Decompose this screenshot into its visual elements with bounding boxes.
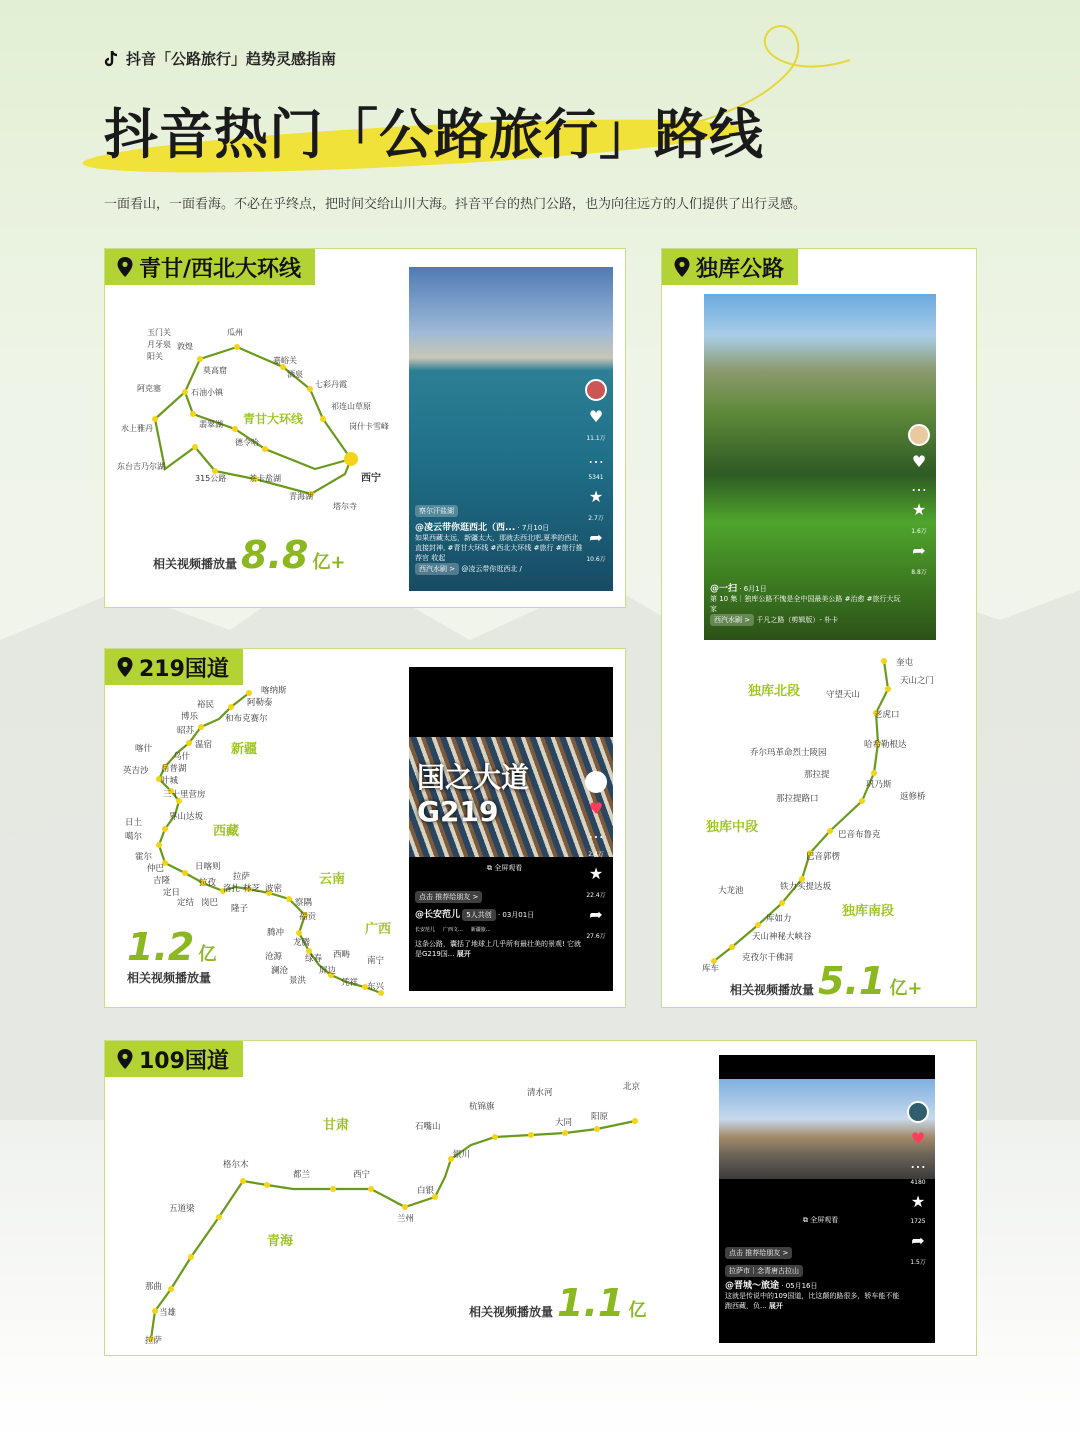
video-user[interactable]: @长安范儿 bbox=[415, 910, 461, 920]
map-label: 澜沧 bbox=[271, 966, 289, 976]
map-label: 巴音布鲁克 bbox=[838, 830, 881, 840]
map-label: 老虎口 bbox=[874, 710, 900, 720]
map-label: 酒泉 bbox=[287, 370, 303, 379]
map-label: 察隅 bbox=[295, 898, 313, 908]
map-label: 敦煌 bbox=[177, 342, 193, 351]
location-pin-icon bbox=[117, 257, 133, 277]
share-count: 27.6万 bbox=[586, 933, 606, 940]
map-label: 当雄 bbox=[159, 1308, 177, 1318]
share-count: 8.8万 bbox=[911, 569, 927, 576]
map-label: 沧源 bbox=[265, 952, 283, 962]
map-label: 守望天山 bbox=[826, 690, 861, 700]
map-label: 博乐 bbox=[181, 712, 199, 722]
map-label: 大龙池 bbox=[718, 886, 744, 896]
map-label: 月牙泉 bbox=[147, 340, 171, 349]
map-label: 白银 bbox=[417, 1186, 435, 1196]
video-user[interactable]: @凌云带你逛西北（西... bbox=[415, 523, 516, 533]
map-label: 银川 bbox=[453, 1150, 471, 1160]
road-photo bbox=[719, 1079, 935, 1179]
map-label: 五道梁 bbox=[169, 1204, 195, 1214]
video-desc: 第 10 集｜独库公路不愧是全中国最美公路 #治愈 #旅行大玩家 bbox=[710, 595, 901, 613]
map-label: 茶卡盐湖 bbox=[249, 474, 281, 483]
like-count: 11.1万 bbox=[586, 435, 606, 442]
video-side-actions bbox=[585, 379, 607, 563]
map-label: 瓜州 bbox=[227, 328, 243, 337]
map-label: 德令哈 bbox=[235, 438, 259, 447]
map-label: 绿春 bbox=[305, 954, 323, 964]
video-user[interactable]: @晋城～旅途 bbox=[725, 1281, 780, 1291]
heart-icon[interactable]: ♥ bbox=[910, 1129, 926, 1148]
map-region-label: 甘肃 bbox=[323, 1118, 350, 1133]
map-label: 都兰 bbox=[293, 1170, 311, 1180]
map-label: 日土 bbox=[125, 818, 143, 828]
route-map-qinggan bbox=[115, 319, 405, 519]
video-screenshot-g219[interactable] bbox=[409, 667, 613, 991]
map-label: 阳原 bbox=[591, 1112, 609, 1122]
fullscreen-label: 全屏观看 bbox=[494, 864, 523, 872]
map-region-label: 西藏 bbox=[213, 824, 240, 839]
map-label: 青海湖 bbox=[289, 492, 313, 501]
video-side-actions bbox=[585, 771, 607, 940]
comment-count: 5341 bbox=[588, 474, 604, 481]
stat-label: 相关视频播放量 bbox=[127, 971, 212, 985]
fullscreen-button[interactable]: ⧉ 全屏观看 bbox=[487, 864, 523, 872]
map-section-label: 独库南段 bbox=[842, 904, 895, 919]
map-label: 北京 bbox=[623, 1082, 641, 1092]
location-pin-icon bbox=[674, 257, 690, 277]
map-label: 阳关 bbox=[147, 352, 163, 361]
expand-link[interactable]: 展开 bbox=[456, 950, 471, 958]
video-screenshot-qinggan[interactable] bbox=[409, 267, 613, 591]
map-label: 西宁 bbox=[353, 1170, 371, 1180]
fav-count: 1725 bbox=[910, 1218, 926, 1225]
map-label: 岗巴 bbox=[201, 898, 219, 908]
map-label: 福贡 bbox=[299, 912, 317, 922]
map-label: 阿克塞 bbox=[137, 384, 161, 393]
stat-number: 5.1 bbox=[818, 959, 886, 1003]
map-label: 铁力买提达坂 bbox=[780, 882, 832, 892]
map-label: 界山达坂 bbox=[169, 812, 204, 822]
video-banner-text: 国之大道 G219 bbox=[417, 761, 530, 828]
video-desc: 这条公路，囊括了地球上几乎所有最壮美的景观! 它就是G219国... bbox=[415, 940, 582, 958]
star-icon[interactable]: ★ bbox=[911, 500, 927, 519]
comment-icon[interactable]: … bbox=[588, 823, 604, 842]
map-label: 西宁 bbox=[361, 473, 381, 484]
map-label: 裕民 bbox=[197, 700, 215, 710]
intro-text: 一面看山，一面看海。不必在乎终点，把时间交给山川大海。抖音平台的热门公路，也为向往远方的人们提供了出行灵感。 bbox=[104, 197, 807, 212]
map-label: 岳普湖 bbox=[161, 764, 187, 774]
video-side-actions bbox=[908, 424, 930, 576]
map-label: 天山之门 bbox=[900, 676, 935, 686]
map-region-label: 广西 bbox=[365, 922, 392, 937]
stat-unit: 亿+ bbox=[312, 552, 346, 573]
video-screenshot-g109[interactable] bbox=[719, 1055, 935, 1343]
fav-count: 22.4万 bbox=[586, 892, 606, 899]
map-label: 阿勒泰 bbox=[247, 698, 273, 708]
stat-number: 1.1 bbox=[557, 1281, 625, 1325]
card-g109 bbox=[104, 1040, 977, 1356]
card-qinggan bbox=[104, 248, 626, 608]
map-label: 霍尔 bbox=[135, 852, 153, 862]
map-label: 喀纳斯 bbox=[261, 686, 287, 696]
map-label: 格尔木 bbox=[223, 1160, 249, 1170]
fullscreen-label: 全屏观看 bbox=[810, 1216, 839, 1224]
map-label: 乌什 bbox=[173, 752, 191, 762]
map-label: 水上雅丹 bbox=[121, 424, 153, 433]
avatar[interactable] bbox=[907, 1101, 929, 1123]
location-pin-icon bbox=[117, 1049, 133, 1069]
map-label: 三十里营房 bbox=[163, 790, 206, 800]
fullscreen-button[interactable]: ⧉ 全屏观看 bbox=[803, 1216, 839, 1224]
share-icon[interactable]: ➦ bbox=[589, 905, 603, 924]
page-title: 抖音热门「公路旅行」路线 bbox=[104, 103, 764, 166]
map-label: 巩乃斯 bbox=[866, 780, 892, 790]
map-label: 叶城 bbox=[161, 776, 179, 786]
collab-chip[interactable]: 5人共创 bbox=[462, 909, 495, 921]
map-label: 波密 bbox=[265, 884, 283, 894]
share-icon[interactable]: ➦ bbox=[911, 1231, 925, 1250]
map-label: 拉萨 bbox=[233, 872, 251, 882]
video-screenshot-duku[interactable] bbox=[704, 294, 936, 640]
map-label: 嘉峪关 bbox=[273, 356, 297, 365]
video-side-actions bbox=[907, 1101, 929, 1266]
map-label: 南宁 bbox=[367, 956, 385, 966]
location-pin-icon bbox=[117, 657, 133, 677]
video-date: · 7月10日 bbox=[517, 524, 550, 532]
map-section-label: 独库北段 bbox=[748, 684, 801, 699]
comment-icon[interactable]: … bbox=[588, 448, 604, 467]
avatar[interactable] bbox=[585, 771, 607, 793]
heart-icon[interactable]: ♥ bbox=[911, 452, 927, 471]
map-label: 奎屯 bbox=[896, 658, 914, 668]
music-tag[interactable]: 西汽水刷 > bbox=[710, 614, 754, 626]
map-label: 玉门关 bbox=[147, 328, 171, 337]
douyin-logo-icon bbox=[104, 50, 120, 68]
map-label: 克孜尔千佛洞 bbox=[742, 953, 794, 963]
map-label: 清水河 bbox=[527, 1088, 553, 1098]
map-label: 石油小镇 bbox=[191, 388, 223, 397]
stat-qinggan bbox=[153, 533, 345, 577]
recommend-chip[interactable]: 点击 推荐给朋友 > bbox=[415, 891, 482, 903]
video-caption bbox=[415, 505, 583, 575]
map-label: 腾冲 bbox=[267, 928, 285, 938]
brand-text: 抖音「公路旅行」趋势灵感指南 bbox=[126, 50, 337, 68]
star-icon[interactable]: ★ bbox=[588, 487, 604, 506]
star-icon[interactable]: ★ bbox=[588, 864, 604, 883]
map-label: 祁连山草原 bbox=[331, 402, 371, 411]
comment-icon[interactable]: … bbox=[911, 476, 927, 495]
heart-icon[interactable]: ♥ bbox=[588, 407, 604, 426]
stat-g219 bbox=[127, 925, 216, 986]
card-title-text: 青甘/西北大环线 bbox=[139, 256, 302, 282]
video-desc: 如果西藏太远，新疆太大，那就去西北吧,夏季的西北直接封神, #青甘大环线 #西北大环线 #旅行 #旅行推荐官 收起 bbox=[415, 534, 583, 562]
comment-count: 4180 bbox=[910, 1179, 926, 1186]
map-label: 那拉提路口 bbox=[776, 794, 819, 804]
expand-link[interactable]: 展开 bbox=[768, 1302, 783, 1310]
map-label: 景洪 bbox=[289, 976, 307, 986]
map-label: 喀什 bbox=[135, 744, 153, 754]
map-label: 库车 bbox=[702, 964, 720, 974]
stat-label: 相关视频播放量 bbox=[730, 983, 815, 997]
creator-label[interactable]: 广西文... bbox=[443, 927, 463, 933]
map-label: 乔尔玛革命烈士陵园 bbox=[750, 748, 827, 758]
stat-number: 1.2 bbox=[127, 925, 195, 969]
video-date: · 6月1日 bbox=[739, 585, 767, 593]
map-label: 隆子 bbox=[231, 904, 249, 914]
stat-unit: 亿 bbox=[198, 944, 217, 965]
map-label: 莫高窟 bbox=[203, 366, 227, 375]
title-block bbox=[82, 92, 762, 182]
map-label: 定日 bbox=[163, 888, 181, 898]
map-route-name: 青甘大环线 bbox=[243, 412, 304, 426]
card-title-g219 bbox=[105, 649, 243, 685]
location-chip[interactable]: 察尔汗盐湖 bbox=[415, 505, 458, 517]
map-label: 西畴 bbox=[333, 950, 351, 960]
map-label: 东台吉乃尔湖 bbox=[117, 462, 165, 471]
share-count: 10.6万 bbox=[586, 556, 606, 563]
map-label: 屏边 bbox=[319, 966, 337, 976]
stat-unit: 亿 bbox=[628, 1300, 647, 1321]
video-caption bbox=[725, 1247, 905, 1311]
star-icon[interactable]: ★ bbox=[910, 1192, 926, 1211]
stat-label: 相关视频播放量 bbox=[469, 1305, 554, 1319]
stat-number: 8.8 bbox=[241, 533, 309, 577]
share-icon[interactable]: ➦ bbox=[589, 528, 603, 547]
share-count: 1.5万 bbox=[910, 1259, 926, 1266]
map-label: 和布克赛尔 bbox=[225, 714, 268, 724]
fav-count: 2.7万 bbox=[588, 515, 604, 522]
map-region-label: 新疆 bbox=[231, 742, 258, 757]
map-label: 塔尔寺 bbox=[333, 502, 357, 511]
video-user[interactable]: @一扫 bbox=[710, 584, 738, 594]
map-label: 杭锦旗 bbox=[469, 1102, 495, 1112]
heart-icon[interactable]: ♥ bbox=[588, 799, 604, 818]
video-music: 千凡之路（剪辑版）- 朴卡 bbox=[756, 616, 839, 624]
recommend-chip[interactable]: 点击 推荐给朋友 > bbox=[725, 1247, 792, 1259]
map-label: 凭祥 bbox=[341, 978, 359, 988]
card-title-duku bbox=[662, 249, 798, 285]
map-label: 英吉沙 bbox=[123, 766, 149, 776]
map-label: 洛扎 bbox=[223, 884, 241, 894]
map-label: 定结 bbox=[177, 898, 195, 908]
music-tag[interactable]: 西汽水刷 > bbox=[415, 563, 459, 575]
map-label: 七彩丹霞 bbox=[315, 380, 347, 389]
brand-header bbox=[104, 48, 336, 69]
stat-g109 bbox=[469, 1281, 646, 1325]
avatar[interactable] bbox=[585, 379, 607, 401]
location-chip[interactable]: 拉萨市｜念青唐古拉山 bbox=[725, 1265, 803, 1277]
map-label: 噶尔 bbox=[125, 832, 143, 842]
stat-duku bbox=[730, 959, 922, 1003]
comment-count: 2.4万 bbox=[588, 851, 604, 858]
map-label: 岗什卡雪峰 bbox=[349, 422, 389, 431]
map-label: 拉孜 bbox=[199, 878, 217, 888]
video-music: @凌云带你逛西北 / bbox=[461, 565, 522, 573]
map-label: 哈希勒根达 bbox=[864, 740, 907, 750]
creator-label[interactable]: 新疆旅... bbox=[470, 927, 491, 933]
video-date: · 03月01日 bbox=[497, 911, 535, 919]
card-title-text: 219国道 bbox=[139, 656, 229, 682]
map-label: 东兴 bbox=[367, 982, 385, 992]
share-icon[interactable]: ➦ bbox=[912, 541, 926, 560]
card-duku bbox=[661, 248, 977, 1008]
map-label: 仲巴 bbox=[147, 864, 165, 874]
comment-icon[interactable]: … bbox=[910, 1153, 926, 1172]
stat-unit: 亿+ bbox=[889, 978, 923, 999]
map-label: 翡翠湖 bbox=[199, 420, 223, 429]
card-title-qinggan bbox=[105, 249, 315, 285]
card-title-text: 独库公路 bbox=[696, 256, 785, 282]
map-section-label: 独库中段 bbox=[706, 820, 759, 835]
map-label: 315公路 bbox=[195, 474, 227, 483]
map-label: 大同 bbox=[555, 1118, 573, 1128]
map-label: 兰州 bbox=[397, 1214, 415, 1224]
stat-label: 相关视频播放量 bbox=[153, 557, 238, 571]
video-date: · 05月16日 bbox=[781, 1282, 818, 1290]
map-label: 石嘴山 bbox=[415, 1122, 441, 1132]
map-label: 库如力 bbox=[766, 914, 792, 924]
map-label: 日喀则 bbox=[195, 862, 221, 872]
map-label: 那曲 bbox=[145, 1282, 163, 1292]
map-label: 巴音郭楞 bbox=[806, 852, 841, 862]
map-label: 天山神秘大峡谷 bbox=[752, 932, 812, 942]
map-region-label: 青海 bbox=[267, 1234, 294, 1249]
map-label: 返修桥 bbox=[900, 792, 926, 802]
card-g219 bbox=[104, 648, 626, 1008]
card-title-g109 bbox=[105, 1041, 243, 1077]
map-label: 那拉提 bbox=[804, 770, 830, 780]
map-label: 吉隆 bbox=[153, 876, 171, 886]
creator-label[interactable]: 长安范儿 bbox=[415, 927, 436, 933]
map-region-label: 云南 bbox=[319, 872, 346, 887]
map-label: 昭苏 bbox=[177, 726, 195, 736]
avatar[interactable] bbox=[908, 424, 930, 446]
route-map-duku bbox=[692, 649, 962, 979]
video-caption bbox=[415, 891, 583, 959]
map-label: 林芝 bbox=[243, 884, 261, 894]
video-desc: 这就是传说中的109国道，比这颠的路很多，轿车能不能跑西藏，负... bbox=[725, 1292, 900, 1310]
map-label: 温宿 bbox=[195, 740, 213, 750]
card-title-text: 109国道 bbox=[139, 1048, 229, 1074]
fav-count: 1.6万 bbox=[911, 528, 927, 535]
map-label: 龙腾 bbox=[293, 938, 311, 948]
video-caption bbox=[710, 584, 906, 626]
map-label: 拉萨 bbox=[145, 1336, 163, 1346]
